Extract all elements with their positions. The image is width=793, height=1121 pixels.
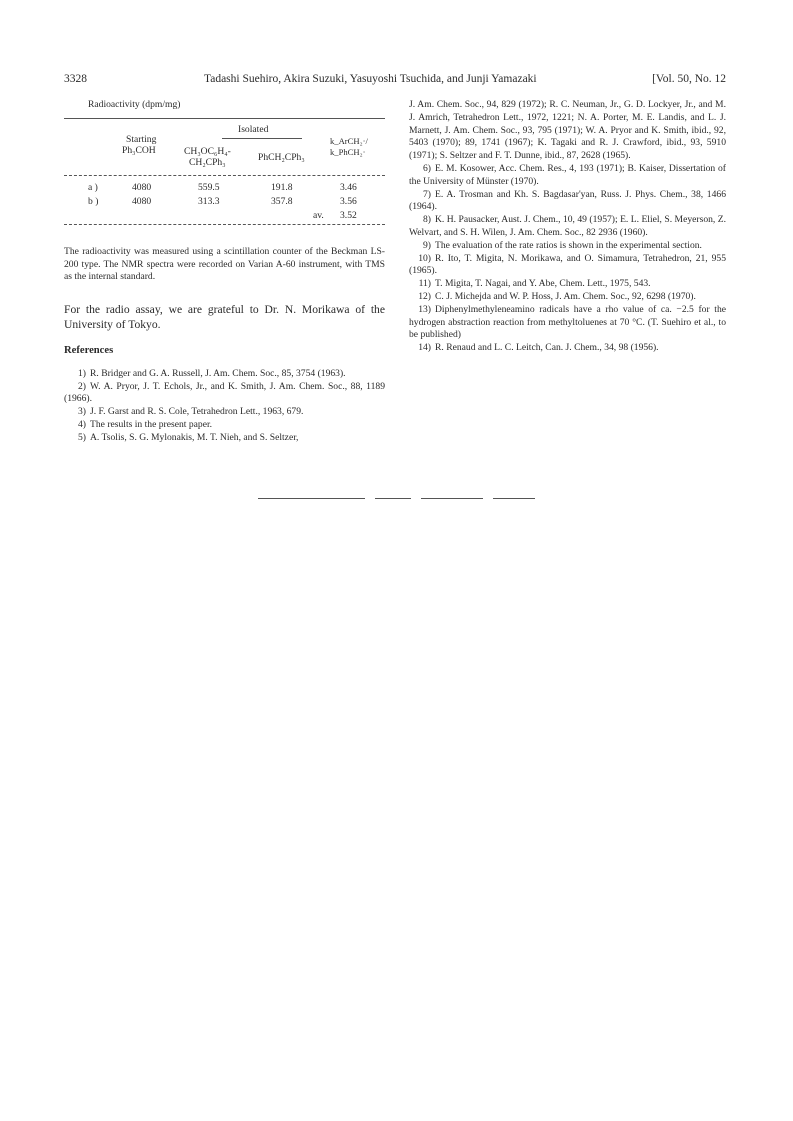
row-a-label: a ) — [88, 181, 98, 193]
reference-item — [409, 240, 726, 253]
col-ratio-1: k_ArCH₂·/ — [330, 135, 368, 146]
table-note: The radioactivity was measured using a scintillation counter of the Beckman LS-200 type. The NMR spectra were recorded on Varian A-60 instrument, with TMS as the internal standard. — [64, 245, 385, 283]
col-isolated: Isolated — [238, 123, 269, 135]
reference-text: R. Ito, T. Migita, N. Morikawa, and O. Simamura, Tetrahedron, 21, 955 (1965). — [409, 252, 726, 277]
table-top-rule — [64, 118, 385, 119]
reference-text: R. Renaud and L. C. Leitch, Can. J. Chem., 34, 98 (1956). — [435, 342, 659, 354]
reference-number: 11) — [418, 278, 431, 290]
reference-number: 8) — [423, 214, 431, 226]
reference-item — [409, 214, 726, 240]
col-starting-1: Starting — [126, 133, 157, 145]
left-column — [64, 99, 385, 445]
reference-item — [64, 432, 385, 445]
col-starting-2: Ph₃COH — [122, 144, 156, 156]
reference-item — [64, 419, 385, 432]
reference-number: 3) — [78, 406, 86, 418]
row-a-ether: 559.5 — [198, 181, 220, 193]
avg-label: av. — [313, 209, 324, 221]
reference-text: The evaluation of the rate ratios is shown in the experimental section. — [435, 239, 702, 251]
reference-text: R. Bridger and G. A. Russell, J. Am. Chem. Soc., 85, 3754 (1963). — [90, 367, 346, 379]
row-b-phch2: 357.8 — [271, 195, 293, 207]
reference-item — [409, 99, 726, 163]
reference-item — [64, 368, 385, 381]
row-a-phch2: 191.8 — [271, 181, 293, 193]
references-heading: References — [64, 345, 114, 356]
reference-number: 6) — [423, 162, 431, 174]
row-b-label: b ) — [88, 195, 99, 207]
reference-number: 9) — [423, 239, 431, 251]
radioactivity-table — [64, 112, 385, 224]
reference-item — [64, 381, 385, 407]
reference-item — [409, 278, 726, 291]
isolated-bracket — [222, 138, 302, 139]
reference-text: W. A. Pryor, J. T. Echols, Jr., and K. Smith, J. Am. Chem. Soc., 88, 1189 (1966). — [64, 380, 385, 405]
reference-number: 4) — [78, 418, 86, 430]
references-list-left — [64, 368, 385, 445]
reference-item — [64, 406, 385, 419]
reference-item — [409, 253, 726, 279]
page-number: 3328 — [64, 73, 87, 85]
table-header-rule — [64, 175, 385, 176]
end-rule — [258, 498, 535, 499]
reference-number: 2) — [78, 380, 86, 392]
reference-text: J. F. Garst and R. S. Cole, Tetrahedron Lett., 1963, 679. — [90, 406, 304, 418]
row-b-starting: 4080 — [132, 195, 152, 207]
running-header — [64, 72, 726, 86]
col-ratio-2: k_PhCH₂· — [330, 146, 366, 157]
reference-text: E. M. Kosower, Acc. Chem. Res., 4, 193 (1971); B. Kaiser, Dissertation of the University of Münster (1970). — [409, 162, 726, 187]
col-ether-2: CH₂CPh₃ — [189, 156, 226, 168]
reference-item — [409, 163, 726, 189]
reference-text: Diphenylmethyleneamino radicals have a rho value of ca. −2.5 for the hydrogen abstraction reaction from methyltoluenes at 70 °C. (T. Suehiro et al., to be published) — [409, 303, 726, 341]
table-caption: Radioactivity (dpm/mg) — [88, 99, 181, 110]
reference-text: C. J. Michejda and W. P. Hoss, J. Am. Chem. Soc., 92, 6298 (1970). — [435, 290, 696, 302]
reference-text: T. Migita, T. Nagai, and Y. Abe, Chem. Lett., 1975, 543. — [435, 278, 651, 290]
col-phch2: PhCH₂CPh₃ — [258, 151, 305, 163]
reference-number: 10) — [418, 252, 431, 264]
row-b-ether: 313.3 — [198, 195, 220, 207]
reference-number: 7) — [423, 188, 431, 200]
table-bottom-rule — [64, 224, 385, 225]
reference-number: 5) — [78, 431, 86, 443]
reference-text: A. Tsolis, S. G. Mylonakis, M. T. Nieh, and S. Seltzer, — [90, 431, 299, 443]
reference-item — [409, 189, 726, 215]
reference-number: 14) — [418, 342, 431, 354]
row-a-ratio: 3.46 — [340, 181, 357, 193]
row-b-ratio: 3.56 — [340, 195, 357, 207]
reference-item — [409, 342, 726, 355]
volume-issue: [Vol. 50, No. 12 — [652, 73, 726, 85]
reference-text: E. A. Trosman and Kh. S. Bagdasar'yan, Russ. J. Phys. Chem., 38, 1466 (1964). — [409, 188, 726, 213]
reference-text: J. Am. Chem. Soc., 94, 829 (1972); R. C. Neuman, Jr., G. D. Lockyer, Jr., and M. J. Amrich, Tetrahedron Lett., 1972, 1221; N. A. Porter, M. E. Landis, and L. J. Marnett, J. Am. Chem. Soc., 93, 795 (1971); W. A. Pryor and K. Smith, ibid., 92, 5403 (1970); 89, 1741 (1967); K. Tagaki and R. J. Crawford, ibid., 93, 5910 (1971); S. Seltzer and F. T. Dunne, ibid., 87, 2628 (1965). — [409, 99, 726, 162]
right-column — [409, 99, 726, 355]
reference-number: 12) — [418, 290, 431, 302]
col-ether-1: CH₃OC₆H₄- — [184, 145, 231, 157]
running-authors: Tadashi Suehiro, Akira Suzuki, Yasuyoshi Tsuchida, and Junji Yamazaki — [204, 73, 537, 85]
reference-item — [409, 304, 726, 342]
references-list-right — [409, 99, 726, 355]
reference-text: K. H. Pausacker, Aust. J. Chem., 10, 49 (1957); E. L. Eliel, S. Meyerson, Z. Welvart, and S. H. Wilen, J. Am. Chem. Soc., 82 2936 (1960). — [409, 214, 726, 238]
reference-number: 13) — [418, 303, 431, 315]
row-a-starting: 4080 — [132, 181, 152, 193]
reference-item — [409, 291, 726, 304]
reference-text: The results in the present paper. — [90, 418, 213, 430]
avg-value: 3.52 — [340, 209, 357, 221]
acknowledgment: For the radio assay, we are grateful to Dr. N. Morikawa of the University of Tokyo. — [64, 303, 385, 331]
reference-number: 1) — [78, 367, 86, 379]
